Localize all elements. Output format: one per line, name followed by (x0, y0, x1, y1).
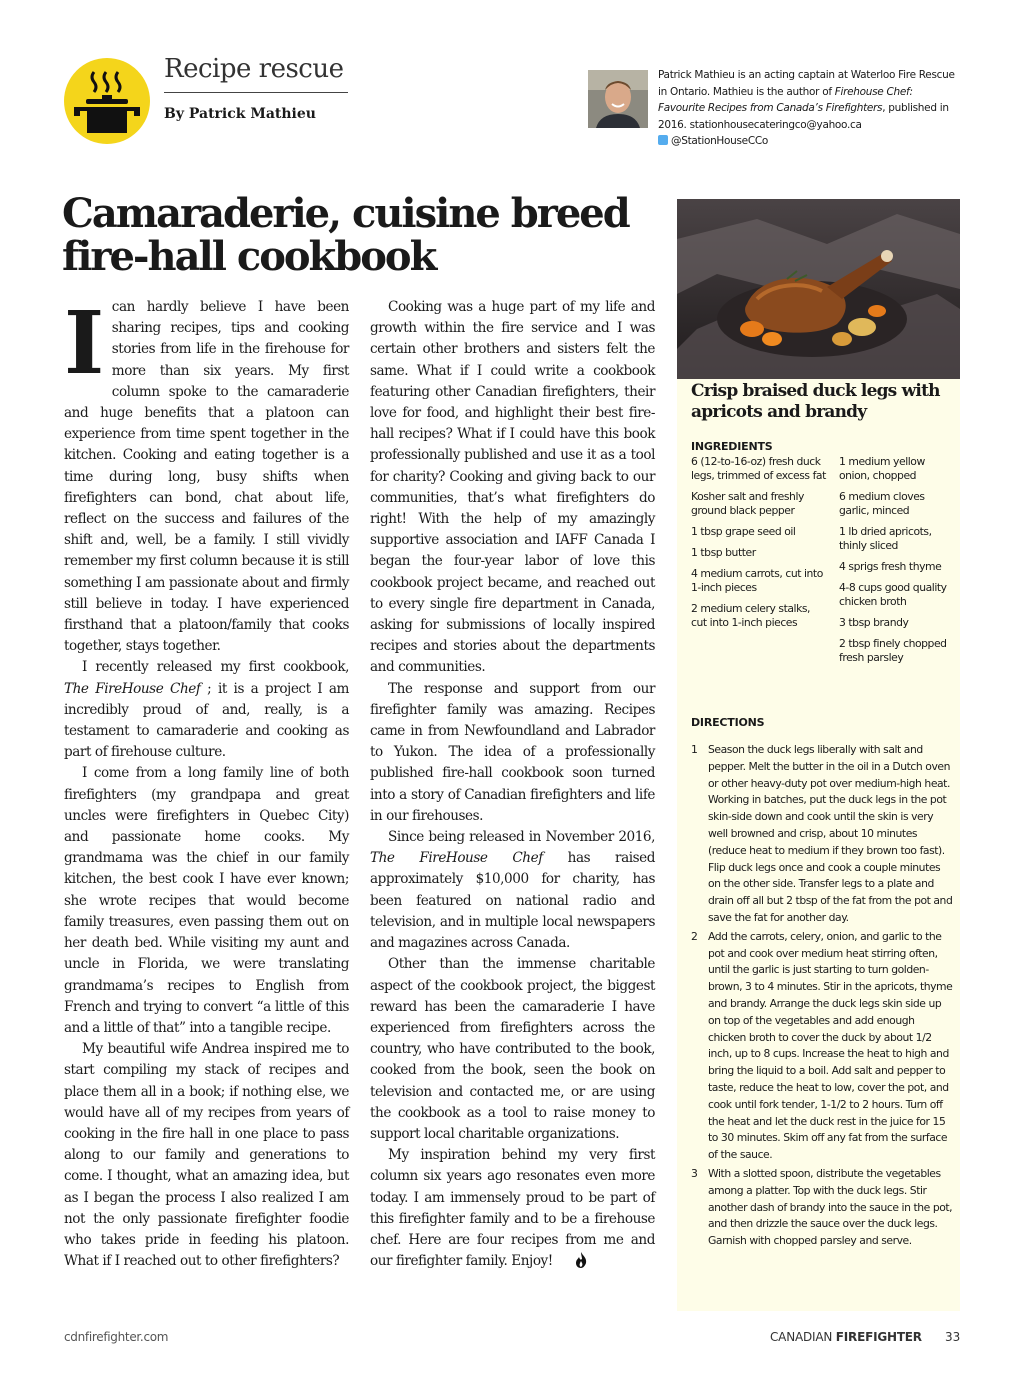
ingredient-item: 6 (12-to-16-oz) fresh duck legs, trimmed of excess fat (691, 455, 826, 482)
cooking-pot-logo (64, 58, 150, 144)
ingredient-item: 3 tbsp brandy (839, 616, 909, 629)
paragraph: Other than the immense charitable aspect of the cookbook project, the biggest reward has been the camaraderie I have experienced from firefighters across the country, who have contributed to the book, cooked from the book, seen the book on television and contacted me, or are using the cookbook as a tool to raise money to support local charitable organizations. (370, 956, 655, 1142)
step-text: Season the duck legs liberally with salt and pepper. Melt the butter in the oil in a Dutch oven or other heavy-duty pot over medium-high heat. Working in batches, put the duck legs in the pot skin-side down and cook until the skin is very well browned and crisp, about 10 minutes (reduce heat to medium if they brown too fast). Flip duck legs once and cook a couple minutes on the other side. Transfer legs to a plate and drain off all but 2 tbsp of the fat from the pot and save the fat for another day. (708, 743, 953, 924)
paragraph-text: I recently released my first cookbook, (82, 659, 349, 676)
paragraph: My beautiful wife Andrea inspired me to start compiling my stack of recipes and place them all in a book; if nothing else, we would have all of my recipes from years of cooking in the fire hall in one place to pass along to our family and generations to come. I thought, what an amazing idea, but as I began the process I also realized I am not the only passionate firefighter foodie who takes pride in feeding his platoon. What if I reached out to other firefighters? (64, 1041, 349, 1270)
footer-website[interactable]: cdnfirefighter.com (64, 1330, 169, 1344)
ingredient-item: Kosher salt and freshly ground black pepper (691, 490, 804, 517)
recipe-title: Crisp braised duck legs with apricots and brandy (691, 381, 940, 422)
steaming-pot-icon (64, 58, 150, 144)
ingredient-item: 2 medium celery stalks, cut into 1-inch pieces (691, 602, 811, 629)
book-title: The FireHouse Chef (370, 850, 543, 867)
paragraph: I come from a long family line of both firefighters (my grandpapa and great uncles were firefighters in Quebec City) and passionate home cooks. My grandmama was the chief in our family kitchen, the best cook I have ever known; she wrote recipes that would become family treasures, even passing them out on her death bed. While visiting my aunt and uncle in Florida, we were translating grandmama’s recipes to English from French and trying to convert “a little of this and a little of that” into a tangible recipe. (64, 765, 349, 1036)
paragraph (370, 1145, 655, 1275)
page-number: 33 (945, 1330, 961, 1344)
ingredient-item: 1 tbsp butter (691, 546, 756, 559)
duck-dish-photo (677, 199, 960, 379)
ingredient-item: 2 tbsp finely chopped fresh parsley (839, 637, 947, 664)
magazine-name-part: CANADIAN (770, 1330, 836, 1344)
directions-heading: DIRECTIONS (691, 716, 765, 729)
step-number: 1 (691, 743, 698, 756)
paragraph: Cooking was a huge part of my life and growth within the fire service and I was certain other brothers and sisters felt the same. What if I could write a cookbook featuring other Canadian firefighters, their love for food, and highlight their best fire-hall recipes? What if I could have this book professionally published and use it as a tool for charity? Cooking and giving back to our communities, that’s what firefighters do right! With the help of my amazingly supportive association and IAFF Canada I began the four-year labor of love this cookbook project became, and reached out to every single fire department in Canada, asking for submissions of locally inspired recipes and stories about the departments and communities. (370, 299, 655, 676)
paragraph-text: ; it is a project I am incredibly proud of and, really, is a testament to camaraderie and cooking as part of firehouse culture. (64, 680, 349, 761)
direction-step (691, 742, 953, 927)
flame-icon (557, 1252, 587, 1275)
ingredient-item: 6 medium cloves garlic, minced (839, 490, 925, 517)
bio-text-contact: , published in 2016. stationhousecateringco@yahoo.ca (658, 102, 949, 131)
ingredient-item: 1 medium yellow onion, chopped (839, 455, 925, 482)
ingredient-item: 1 tbsp grape seed oil (691, 525, 796, 538)
twitter-icon (658, 135, 668, 145)
article-headline: Camaraderie, cuisine breed fire-hall cookbook (62, 190, 629, 280)
drop-cap: I (64, 293, 104, 394)
step-text: With a slotted spoon, distribute the vegetables among a platter. Top with the duck legs. Stir another dash of brandy into the sauce in the pot, and then drizzle the sauce over the duck legs. Garnish with chopped parsley and serve. (708, 1166, 953, 1248)
step-text: Add the carrots, celery, onion, and garlic to the pot and cook over medium heat stirring often, until the garlic is just starting to turn golden-brown, 3 to 4 minutes. Stir in the apricots, thyme and brandy. Arrange the duck legs skin side up on top of the vegetables and add enough chicken broth to cover the duck by about 1/2 inch, up to 8 cups. Increase the heat to high and bring the liquid to a boil. Add salt and pepper to taste, reduce the heat to low, cover the pot, and cook until fork tender, 1-1/2 to 2 hours. Turn off the heat and let the duck rest in the juice for 15 to 30 minutes. Skim off any fat from the surface of the sauce. (708, 929, 953, 1162)
ingredients-list-left (691, 455, 826, 637)
paragraph-text: has raised approximately $10,000 for charity, has been featured on national radio and television, and in multiple local newspapers and magazines across Canada. (370, 850, 656, 952)
book-title: The FireHouse Chef (64, 680, 201, 697)
bio-book-title: Firehouse Chef: Favourite Recipes from Canada’s Firefighters (658, 85, 913, 114)
byline: By Patrick Mathieu (164, 106, 316, 122)
ingredients-list-right (839, 455, 957, 672)
article-column-2 (370, 297, 655, 1275)
ingredients-heading: INGREDIENTS (691, 440, 773, 453)
direction-step (691, 929, 953, 1164)
paragraph-text: My inspiration behind my very first column six years ago resonates even more today. I am immensely proud to be part of this firefighter family and to be a firehouse chef. Here are four recipes from me and our firefighter family. Enjoy! (370, 1147, 655, 1270)
bio-text: Patrick Mathieu is an acting captain at Waterloo Fire Rescue in Ontario. Mathieu is the author of (658, 69, 955, 98)
direction-step (691, 1166, 953, 1250)
author-bio (658, 67, 958, 150)
footer-magazine-name (770, 1330, 922, 1344)
directions-list (691, 742, 953, 1252)
step-number: 3 (691, 1166, 698, 1180)
step-number: 2 (691, 929, 698, 943)
paragraph: The response and support from our firefighter family was amazing. Recipes came in from Newfoundland and Labrador to Yukon. The idea of a professionally published fire-hall cookbook soon turned into a story of Canadian firefighters and life in our firehouses. (370, 680, 655, 824)
article-column-1 (64, 293, 349, 1272)
ingredient-item: 4 sprigs fresh thyme (839, 560, 942, 573)
paragraph-text: Since being released in November 2016, (388, 829, 655, 846)
author-photo (588, 70, 648, 128)
paragraph (64, 293, 349, 657)
section-title: Recipe rescue (164, 54, 344, 84)
ingredient-item: 4-8 cups good quality chicken broth (839, 581, 947, 608)
ingredient-item: 4 medium carrots, cut into 1-inch pieces (691, 567, 823, 594)
paragraph-text: can hardly believe I have been sharing recipes, tips and cooking stories from life in the firehouse for more than six years. My first column spoke to the camaraderie and huge benefits that a platoon can experience from time spent together in the kitchen. Cooking and eating together is a time during long, busy shifts when firefighters can bond, chat about life, reflect on the success and failures of the shift and, well, be a family. I still vividly remember my first column because it is still something I am passionate about and firmly still believe in today. I have experienced firsthand that a platoon/family that cooks together, stays together. (64, 299, 349, 655)
magazine-name-bold: FIREFIGHTER (835, 1330, 922, 1344)
section-divider (164, 92, 348, 93)
paragraph (370, 827, 655, 954)
twitter-handle[interactable]: @StationHouseCCo (671, 135, 769, 147)
paragraph (64, 657, 349, 763)
ingredient-item: 1 lb dried apricots, thinly sliced (839, 525, 932, 552)
